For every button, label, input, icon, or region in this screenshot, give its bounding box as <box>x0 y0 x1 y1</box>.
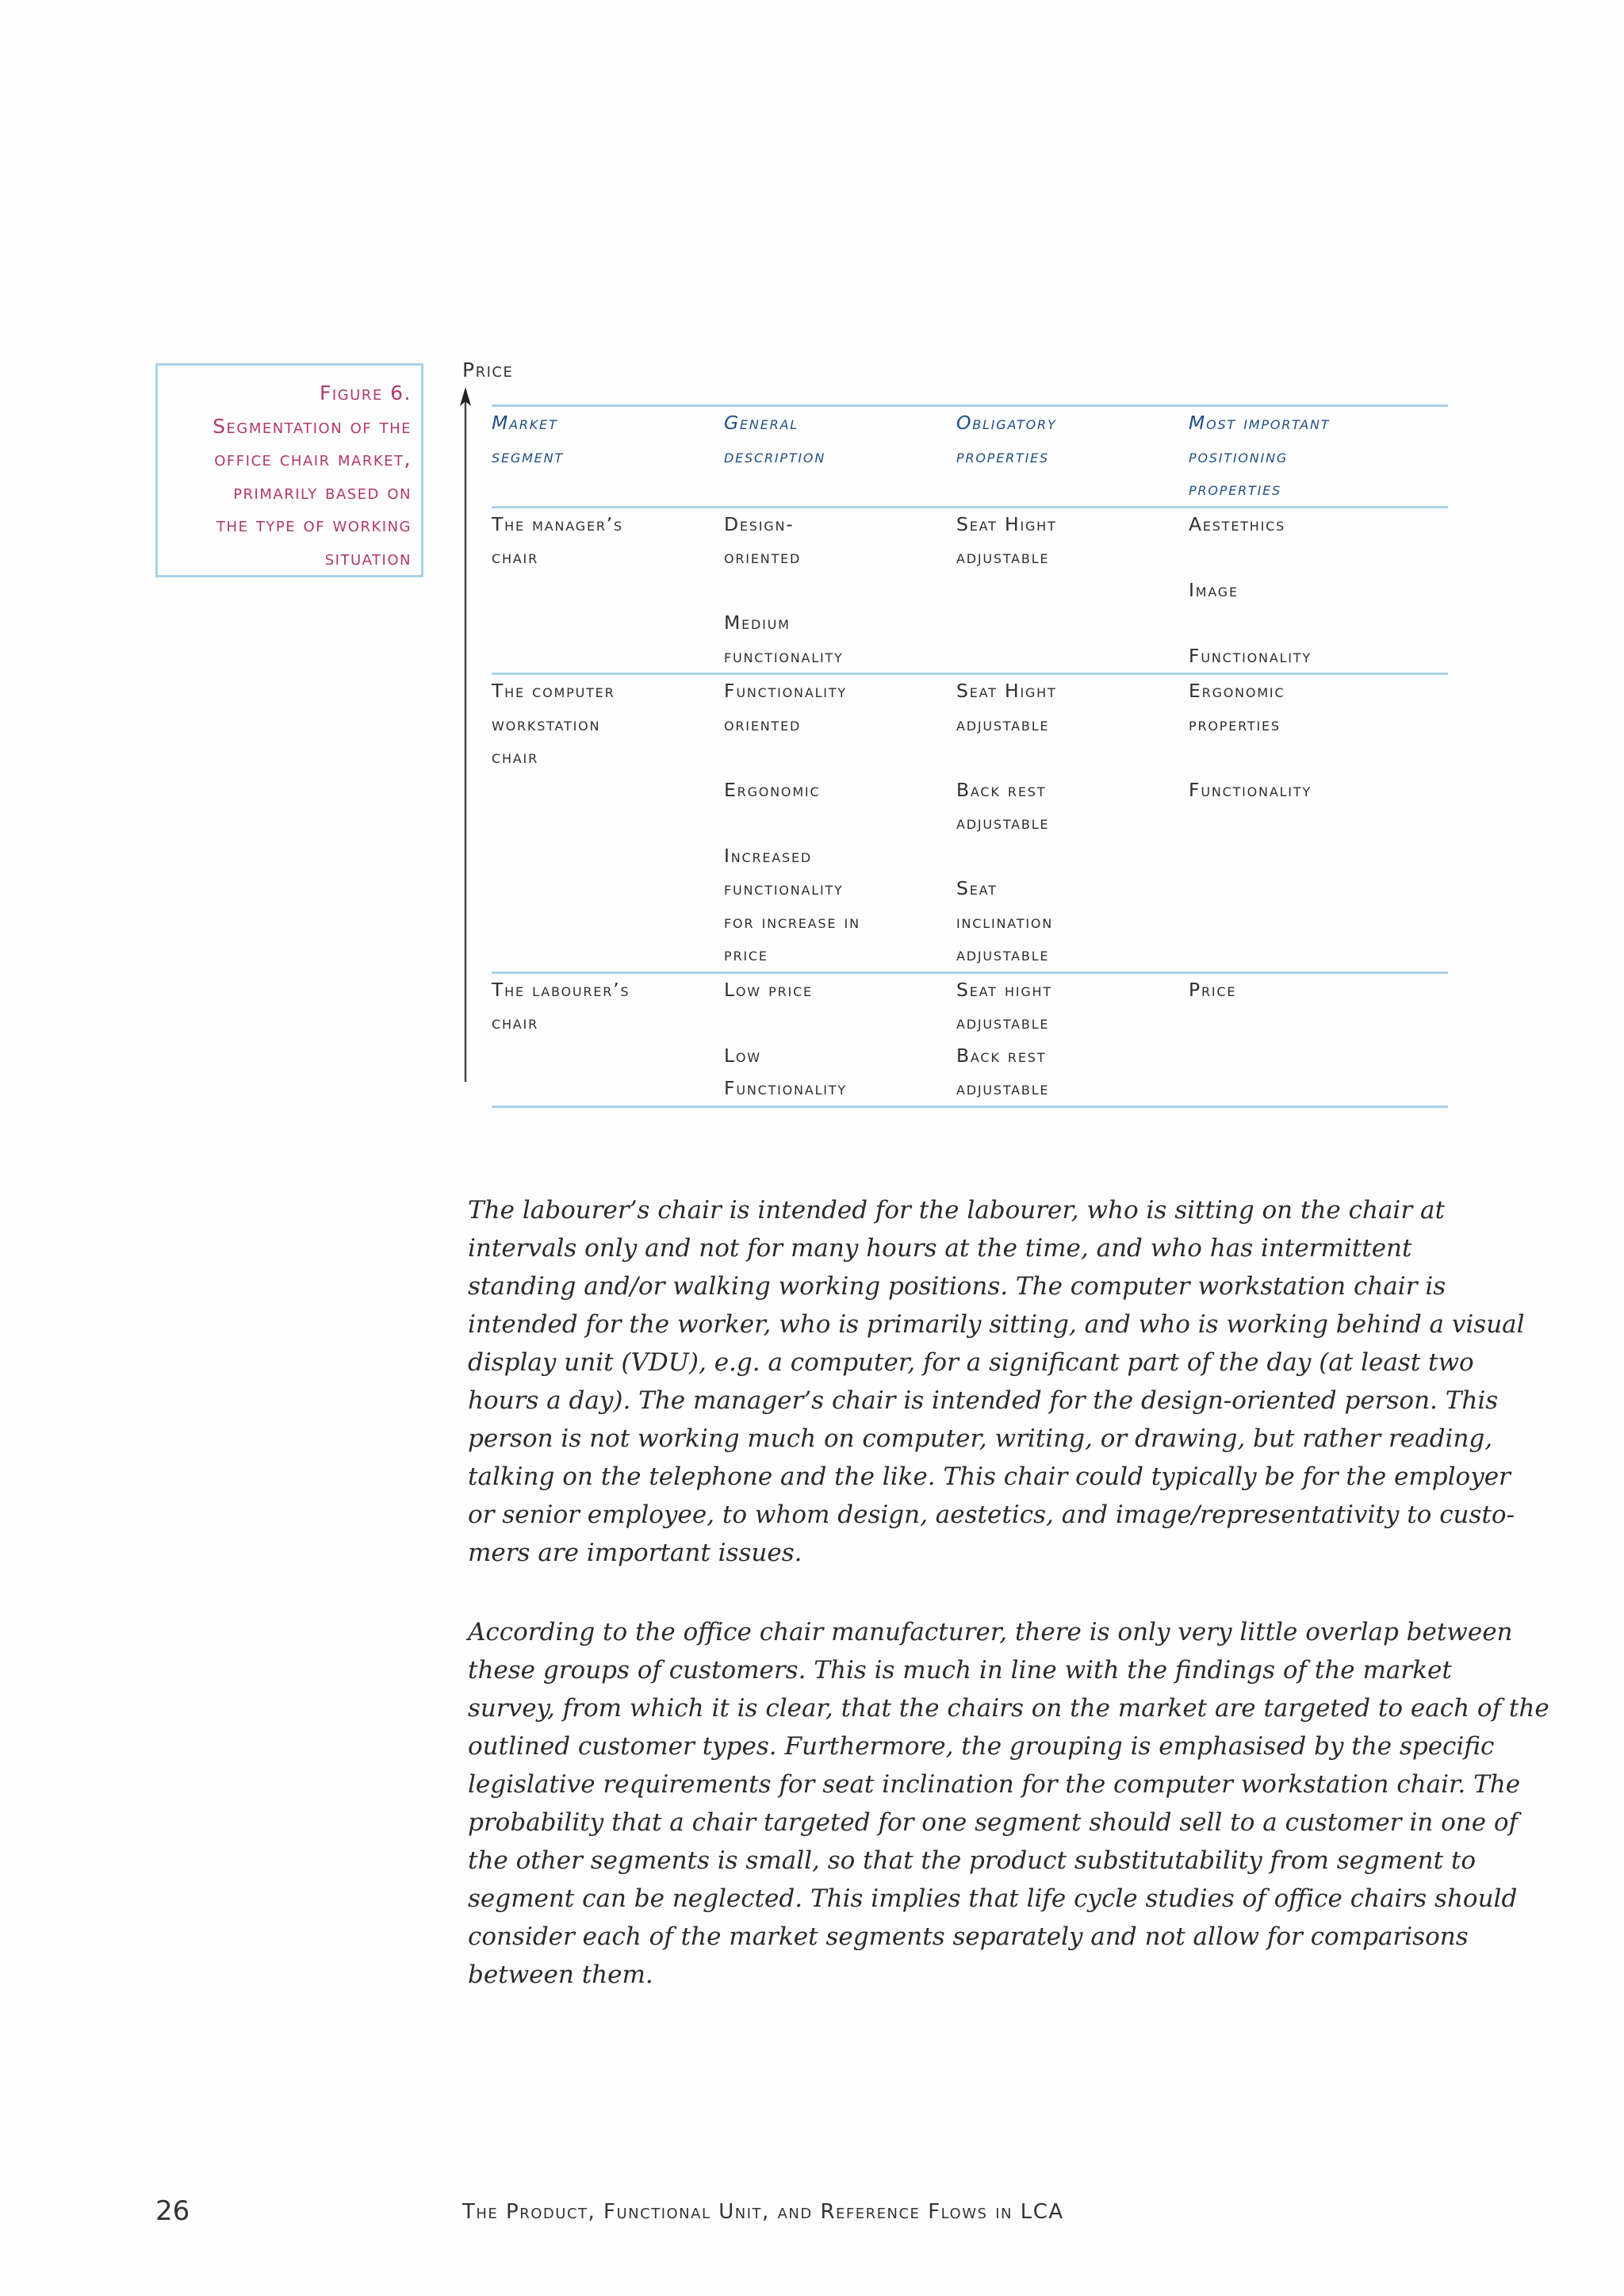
cell-text: The computer <box>492 680 615 702</box>
running-title: The Product, Functional Unit, and Reference Flows in LCA <box>462 2200 1064 2224</box>
cell-text: Functionality <box>1189 644 1312 667</box>
cell-text: Low <box>724 1044 761 1067</box>
text-line: consider each of the market segments separately and not allow for comparisons <box>468 1922 1469 1951</box>
table-cell <box>724 972 956 1106</box>
header-text: Most important <box>1189 412 1331 434</box>
text-line: mers are important issues. <box>468 1539 802 1567</box>
figure-caption <box>155 363 423 577</box>
cell-text: Back rest <box>956 1044 1047 1067</box>
table-cell <box>492 674 724 973</box>
text-line: The labourer’s chair is intended for the labourer, who is sitting on the chair at <box>468 1196 1445 1225</box>
column-header <box>956 406 1189 508</box>
cell-text: inclination <box>956 910 1054 933</box>
table-cell <box>492 507 724 674</box>
cell-text <box>724 807 956 840</box>
table-cell <box>1189 507 1448 674</box>
cell-text <box>956 840 1189 873</box>
header-text: positioning <box>1189 444 1289 467</box>
text-line: between them. <box>468 1961 653 1989</box>
cell-text: Medium <box>724 611 791 634</box>
cell-text <box>724 741 956 774</box>
cell-text: oriented <box>724 546 802 568</box>
text-line: legislative requirements for seat inclination for the computer workstation chair. The <box>468 1770 1521 1799</box>
text-line: these groups of customers. This is much in line with the findings of the market <box>468 1656 1452 1685</box>
header-text: General <box>724 412 799 434</box>
table-cell <box>724 507 956 674</box>
table-row <box>492 972 1448 1106</box>
table-header-row <box>492 406 1448 508</box>
cell-text <box>1189 607 1448 640</box>
text-line: survey, from which it is clear, that the chairs on the market are targeted to each of the <box>468 1694 1549 1723</box>
cell-text: Low price <box>724 978 813 1001</box>
cell-text: workstation <box>492 712 601 735</box>
cell-text: Seat Hight <box>956 680 1057 702</box>
caption-line: the type of working <box>216 513 412 536</box>
price-axis-label: Price <box>462 358 514 381</box>
text-line: or senior employee, to whom design, aestetics, and image/representativity to custo- <box>468 1501 1515 1529</box>
caption-line: Segmentation of the <box>213 414 412 438</box>
table-cell <box>724 674 956 973</box>
header-text: Obligatory <box>956 412 1057 434</box>
table-row <box>492 674 1448 973</box>
cell-text: Functionality <box>724 1077 847 1099</box>
header-text: Market <box>492 412 558 434</box>
cell-text <box>1189 741 1448 774</box>
column-header <box>724 406 956 508</box>
cell-text: adjustable <box>956 712 1050 735</box>
header-text: properties <box>1189 477 1281 500</box>
cell-text <box>724 1006 956 1040</box>
text-line: display unit (VDU), e.g. a computer, for a significant part of the day (at least two <box>468 1348 1474 1377</box>
cell-text: Design- <box>724 512 795 535</box>
caption-line: situation <box>324 546 412 569</box>
text-line: person is not working much on computer, writing, or drawing, but rather reading, <box>468 1424 1493 1453</box>
cell-text: Functionality <box>724 680 847 702</box>
column-header <box>492 406 724 508</box>
caption-line: primarily based on <box>233 480 412 504</box>
cell-text: chair <box>492 746 538 768</box>
table-cell <box>492 972 724 1106</box>
cell-text: adjustable <box>956 943 1050 965</box>
header-text: properties <box>956 444 1049 467</box>
price-axis-arrow <box>457 387 474 1082</box>
cell-text: Increased <box>724 844 813 867</box>
column-header <box>1189 406 1448 508</box>
table-cell <box>1189 972 1448 1106</box>
cell-text: price <box>724 943 768 965</box>
cell-text <box>1189 541 1448 574</box>
cell-text: Seat <box>956 877 998 899</box>
text-line: intended for the worker, who is primarily sitting, and who is working behind a visual <box>468 1310 1525 1339</box>
cell-text <box>956 741 1189 774</box>
cell-text: adjustable <box>956 811 1050 834</box>
cell-text: adjustable <box>956 546 1050 568</box>
cell-text: properties <box>1189 712 1281 735</box>
cell-text: Functionality <box>1189 778 1312 801</box>
table-cell <box>956 507 1189 674</box>
text-line: probability that a chair targeted for one segment should sell to a customer in one of <box>468 1808 1519 1837</box>
header-text: description <box>724 444 826 467</box>
cell-text <box>724 574 956 608</box>
cell-text: The manager’s <box>492 512 623 535</box>
text-line: talking on the telephone and the like. This chair could typically be for the employer <box>468 1462 1511 1491</box>
cell-text: chair <box>492 546 538 568</box>
cell-text: functionality <box>724 644 844 667</box>
cell-text: chair <box>492 1011 538 1033</box>
table-cell <box>1189 674 1448 973</box>
caption-line: Figure 6. <box>320 381 412 404</box>
market-segmentation-table <box>492 404 1448 1108</box>
table-cell <box>956 674 1189 973</box>
table-cell <box>956 972 1189 1106</box>
header-text: segment <box>492 444 564 467</box>
text-line: hours a day). The manager’s chair is intended for the design-oriented person. This <box>468 1386 1499 1415</box>
cell-text: Ergonomic <box>724 778 821 801</box>
cell-text: for increase in <box>724 910 860 933</box>
cell-text: Aestethics <box>1189 512 1286 535</box>
cell-text: The labourer’s <box>492 978 630 1001</box>
cell-text: Seat Hight <box>956 512 1057 535</box>
cell-text: Image <box>1189 578 1239 601</box>
cell-text: adjustable <box>956 1077 1050 1099</box>
table-row <box>492 507 1448 674</box>
page-number: 26 <box>155 2195 190 2227</box>
cell-text: functionality <box>724 877 844 899</box>
cell-text: Ergonomic <box>1189 680 1285 702</box>
text-line: intervals only and not for many hours at the time, and who has intermittent <box>468 1234 1412 1263</box>
body-paragraph-1 <box>468 1191 1525 1572</box>
caption-line: office chair market, <box>214 447 412 470</box>
cell-text: oriented <box>724 712 802 735</box>
text-line: outlined customer types. Furthermore, the grouping is emphasised by the specific <box>468 1732 1495 1761</box>
cell-text: adjustable <box>956 1011 1050 1033</box>
text-line: segment can be neglected. This implies that life cycle studies of office chairs should <box>468 1884 1518 1913</box>
cell-text: Back rest <box>956 778 1047 801</box>
body-paragraph-2 <box>468 1613 1549 1994</box>
text-line: the other segments is small, so that the product substitutability from segment to <box>468 1846 1477 1875</box>
text-line: standing and/or walking working positions. The computer workstation chair is <box>468 1272 1446 1301</box>
text-line: According to the office chair manufacturer, there is only very little overlap between <box>468 1618 1513 1646</box>
cell-text: Price <box>1189 978 1237 1001</box>
cell-text: Seat hight <box>956 978 1052 1001</box>
